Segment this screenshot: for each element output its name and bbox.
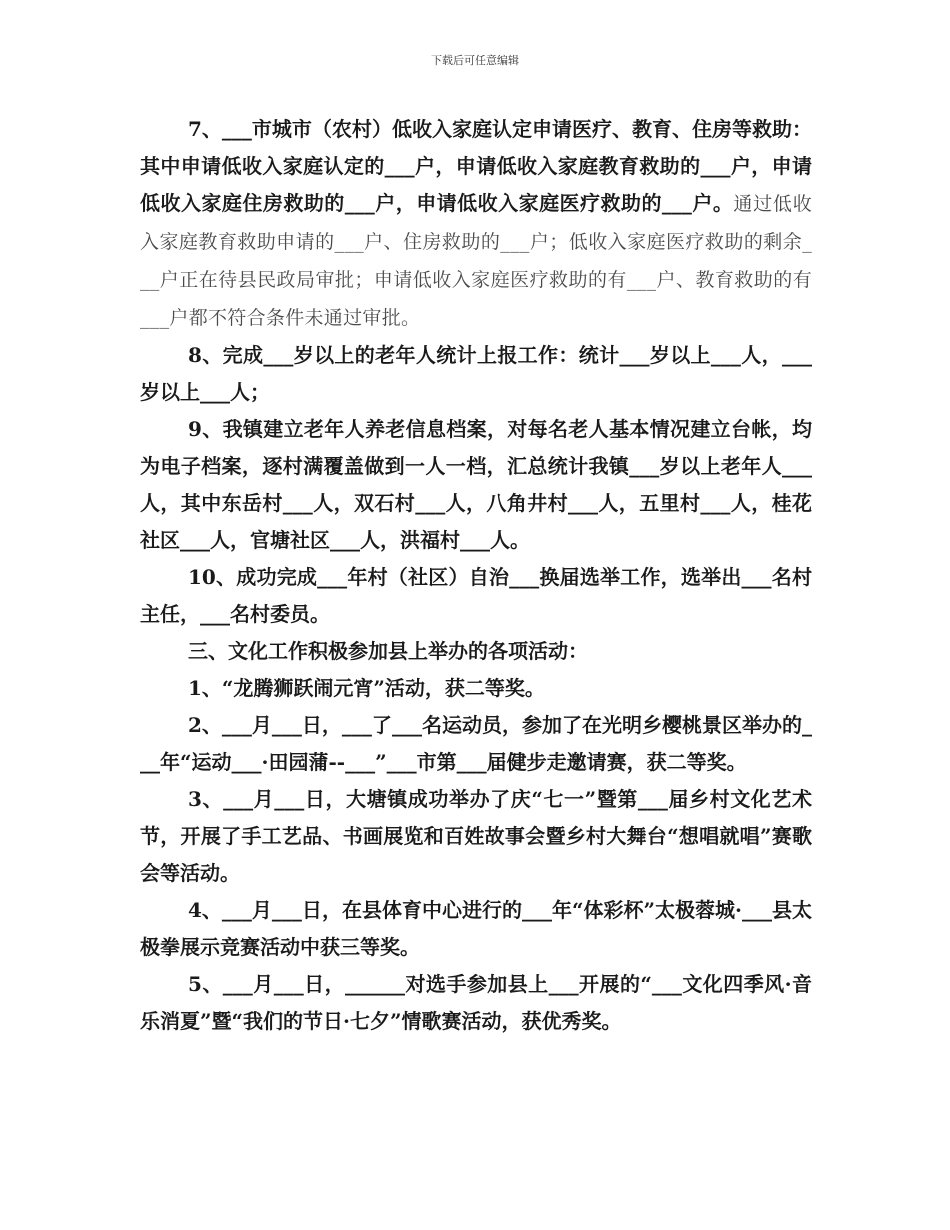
culture-item-2: 2、___月___日，___了___名运动员，参加了在光明乡樱桃景区举办的___年“运动___·田园蒲--___”___市第___届健步走邀请赛，获二等奖。 — [140, 713, 812, 774]
culture-item-1: 1、“龙腾狮跃闹元宵”活动，获二等奖。 — [188, 676, 545, 700]
paragraph-item-9: 9、我镇建立老年人养老信息档案，对每名老人基本情况建立台帐，均为电子档案，逐村满覆盖做到一人一档，汇总统计我镇___岁以上老年人___人，其中东岳村___人，双石村___人，八角井村___人，五里村___人，桂花社区___人，官塘社区___人，洪福村___人。 — [140, 417, 812, 552]
paragraph-item-7 — [140, 111, 812, 337]
culture-item-4: 4、___月___日，在县体育中心进行的___年“体彩杯”太极蓉城·___县太极拳展示竞赛活动中获三等奖。 — [140, 898, 812, 959]
paragraph-item-7-note: 通过低收入家庭教育救助申请的___户、住房救助的___户；低收入家庭医疗救助的剩余___户正在待县民政局审批；申请低收入家庭医疗救助的有___户、教育救助的有___户都不符合条件未通过审批。 — [140, 193, 813, 329]
culture-item-5: 5、___月___日，______对选手参加县上___开展的“___文化四季风·音乐消夏”暨“我们的节日·七夕”情歌赛活动，获优秀奖。 — [140, 972, 812, 1033]
paragraph-item-8: 8、完成___岁以上的老年人统计上报工作：统计___岁以上___人，___岁以上___人； — [140, 343, 812, 404]
section-heading-culture: 三、文化工作积极参加县上举办的各项活动： — [188, 639, 588, 663]
culture-item-3: 3、___月___日，大塘镇成功举办了庆“七一”暨第___届乡村文化艺术节，开展了手工艺品、书画展览和百姓故事会暨乡村大舞台“想唱就唱”赛歌会等活动。 — [140, 787, 812, 885]
document-body — [140, 111, 812, 1040]
paragraph-item-7-main: 7、___市城市（农村）低收入家庭认定申请医疗、教育、住房等救助：其中申请低收入家庭认定的___户，申请低收入家庭教育救助的___户，申请低收入家庭住房救助的___户，申请低收入家庭医疗救助的___户。 — [140, 117, 812, 215]
page-header: 下载后可任意编辑 — [431, 54, 519, 67]
paragraph-item-10: 10、成功完成___年村（社区）自治___换届选举工作，选举出___名村主任，___名村委员。 — [140, 565, 812, 626]
